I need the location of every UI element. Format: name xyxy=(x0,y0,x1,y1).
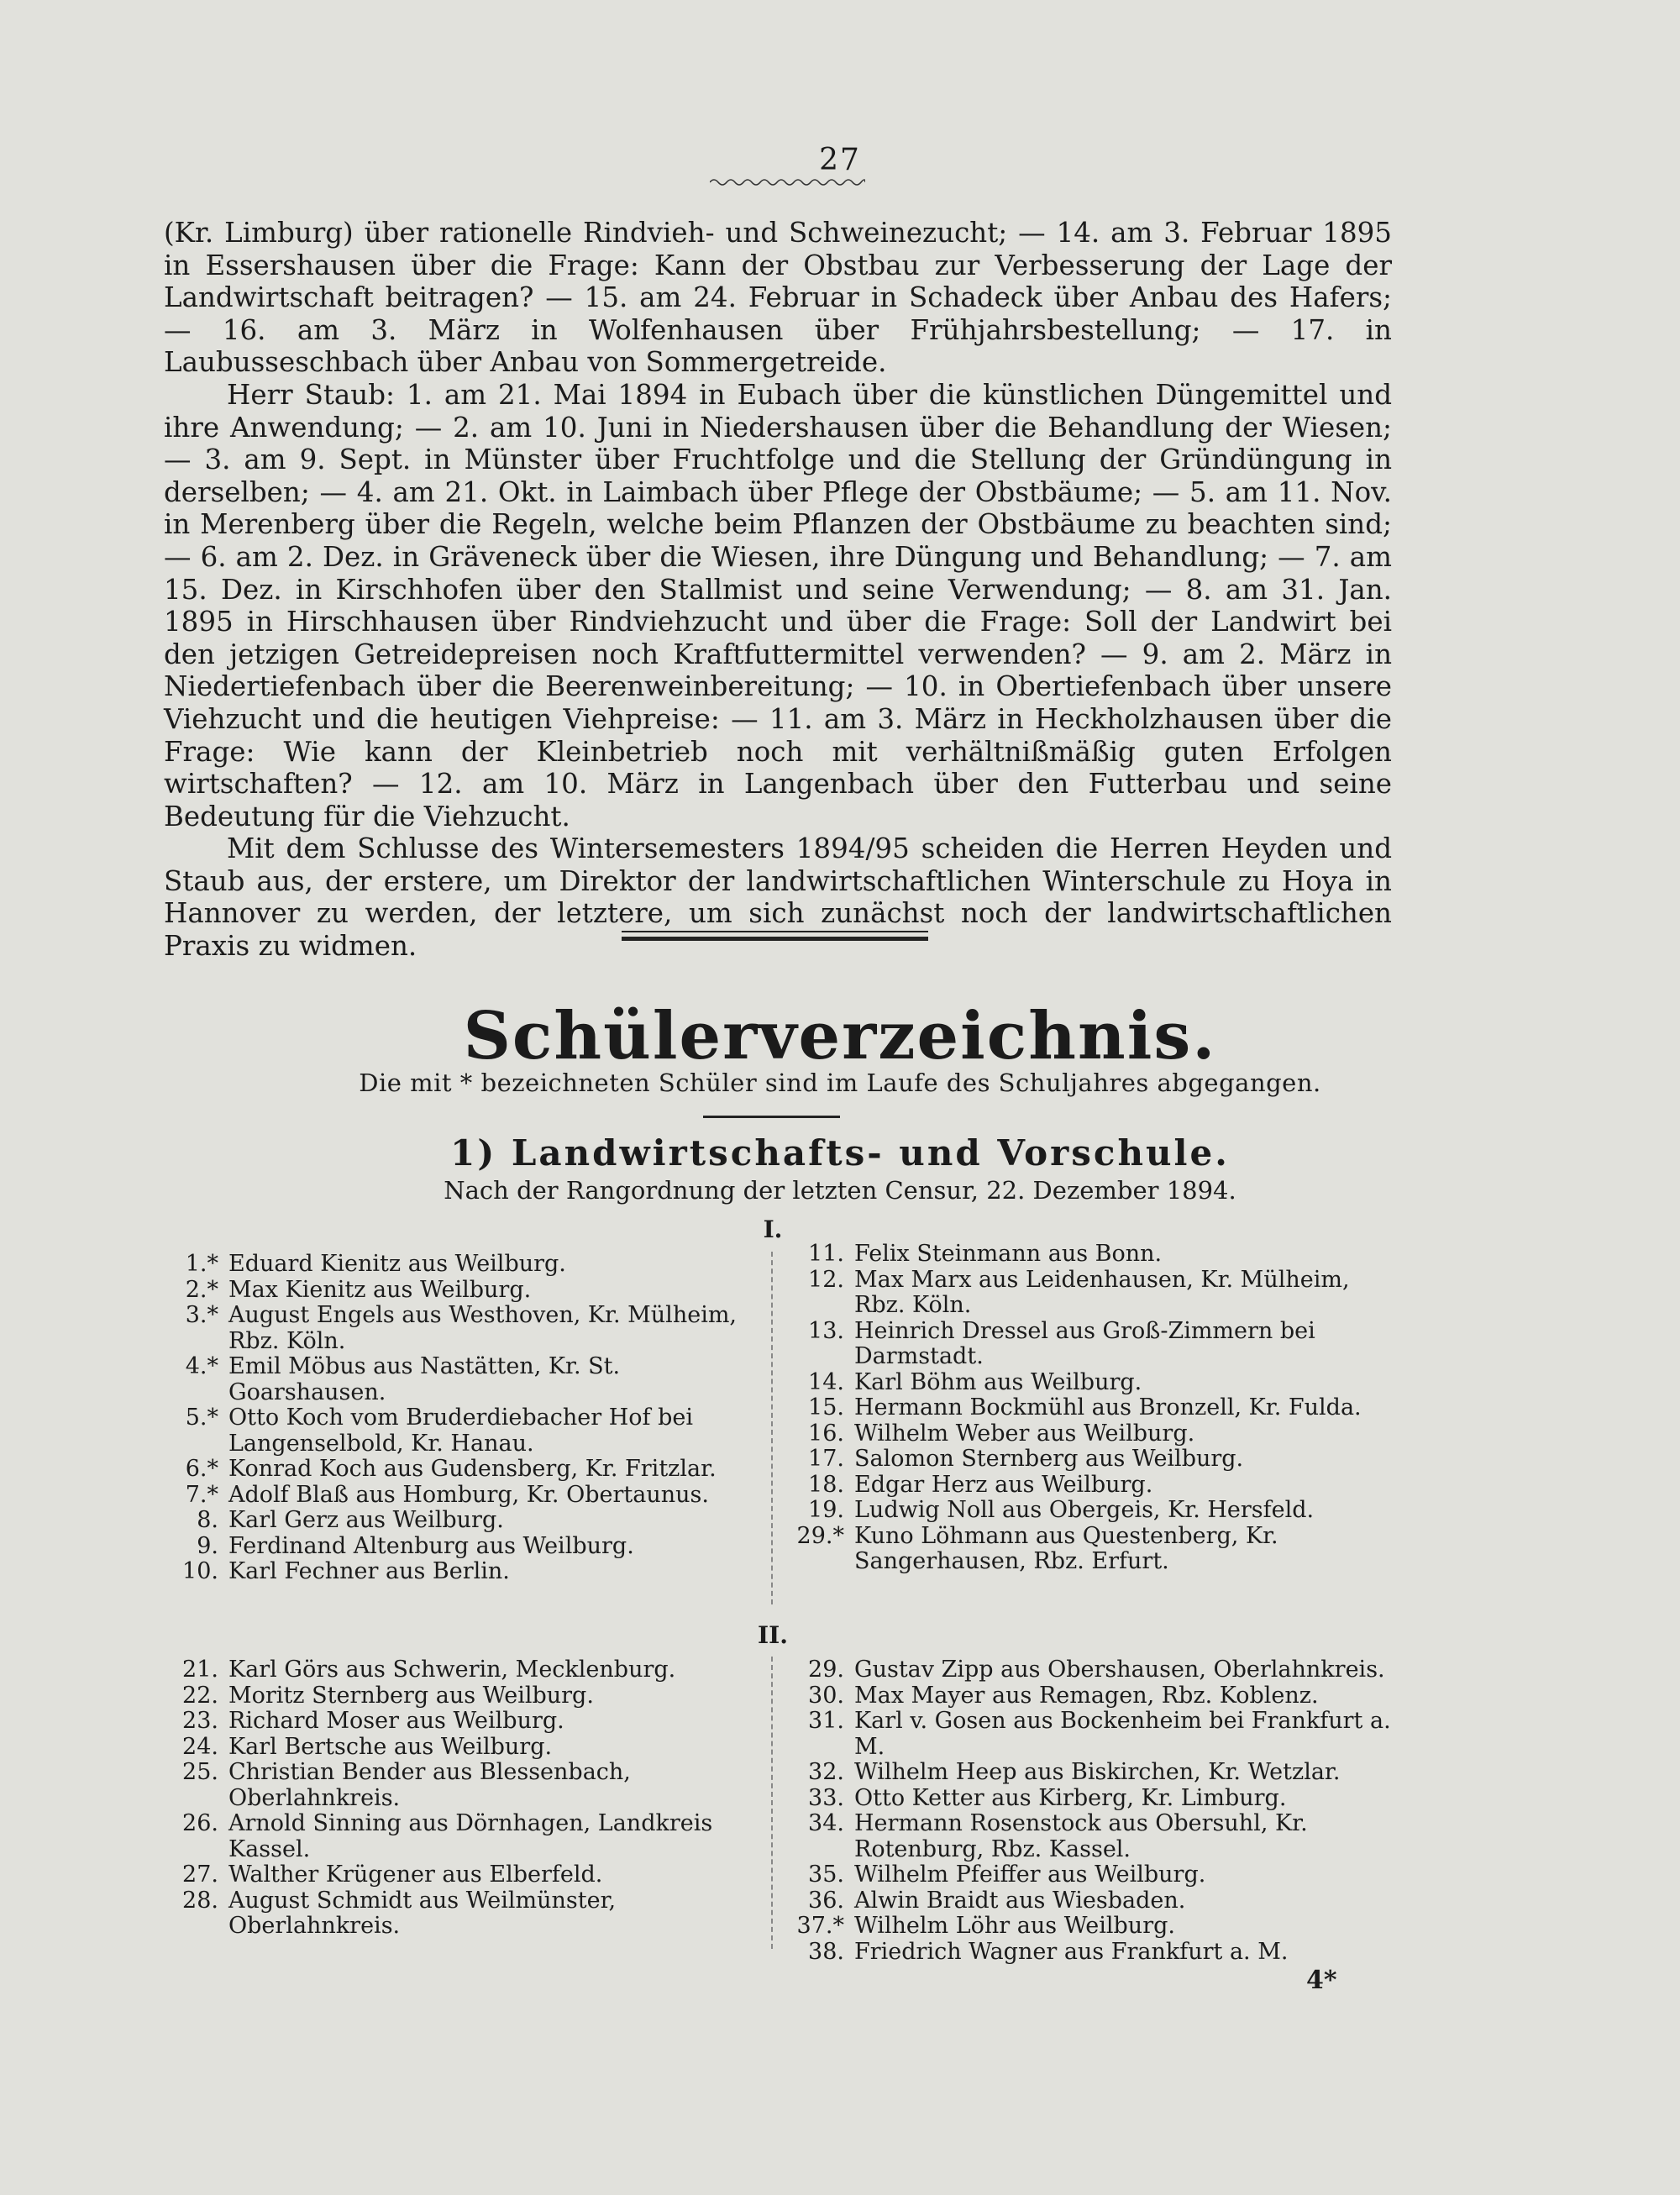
group-label-1: I. xyxy=(763,1216,783,1243)
short-divider xyxy=(703,1116,840,1118)
list-item: 24. Karl Bertsche aus Weilburg. xyxy=(182,1733,553,1760)
list-item: 36. Alwin Braidt aus Wiesbaden. xyxy=(808,1887,1186,1914)
list-item: 14. Karl Böhm aus Weilburg. xyxy=(808,1368,1142,1395)
list-item: 16. Wilhelm Weber aus Weilburg. xyxy=(808,1420,1195,1447)
register-subtitle: Die mit * bezeichneten Schüler sind im Laufe des Schuljahres abgegangen. xyxy=(359,1069,1321,1097)
list-item: 23. Richard Moser aus Weilburg. xyxy=(182,1708,564,1734)
section-divider xyxy=(622,931,928,941)
page-number: 27 xyxy=(819,143,861,177)
list-item: 11. Felix Steinmann aus Bonn. xyxy=(808,1241,1163,1267)
list-item: 29.* Kuno Löhmann aus Questenberg, Kr. Sangerhausen, Rbz. Erfurt. xyxy=(796,1522,1278,1574)
list-item: 1.* Eduard Kienitz aus Weilburg. xyxy=(185,1251,566,1277)
group2-right-column xyxy=(777,1657,1394,1965)
group1-left-column xyxy=(151,1252,756,1585)
list-item: 5.* Otto Koch vom Bruderdiebacher Hof bei Langenselbold, Kr. Hanau. xyxy=(185,1405,693,1457)
section-subtitle: Nach der Rangordnung der letzten Censur, 22. Dezember 1894. xyxy=(444,1176,1236,1205)
column-separator xyxy=(771,1657,773,1949)
list-item: 12. Max Marx aus Leidenhausen, Kr. Mülheim, Rbz. Köln. xyxy=(808,1266,1350,1318)
list-item: 32. Wilhelm Heep aus Biskirchen, Kr. Wetzlar. xyxy=(808,1759,1341,1785)
list-item: 33. Otto Ketter aus Kirberg, Kr. Limburg. xyxy=(808,1784,1287,1811)
list-item: 35. Wilhelm Pfeiffer aus Weilburg. xyxy=(808,1862,1206,1888)
list-item: 30. Max Mayer aus Remagen, Rbz. Koblenz. xyxy=(808,1682,1319,1709)
list-item: 17. Salomon Sternberg aus Weilburg. xyxy=(808,1446,1244,1472)
list-item: 28. August Schmidt aus Weilmünster, Oberlahnkreis. xyxy=(182,1887,617,1939)
body-text xyxy=(164,217,1392,963)
paragraph-1: (Kr. Limburg) über rationelle Rindvieh- und Schweinezucht; — 14. am 3. Februar 1895 in Essershausen über die Frage: Kann der Obstbau zur Verbesserung der Lage der Landwirtschaft beitragen? — 15. am 24. Februar in Schadeck über Anbau des Hafers; — 16. am 3. März in Wolfenhausen über Frühjahrsbestellung; — 17. in Laubusseschbach über Anbau von Sommergetreide. xyxy=(164,217,1392,379)
register-title: Schülerverzeichnis. xyxy=(463,998,1217,1074)
paragraph-3: Mit dem Schlusse des Wintersemesters 1894/95 scheiden die Herren Heyden und Staub aus, der erstere, um Direktor der landwirtschaftlichen Winterschule zu Hoya in Hannover zu werden, der letztere, um sich zunächst noch der landwirtschaftlichen Praxis zu widmen. xyxy=(164,832,1392,963)
list-item: 25. Christian Bender aus Blessenbach, Oberlahnkreis. xyxy=(182,1759,631,1811)
list-item: 18. Edgar Herz aus Weilburg. xyxy=(808,1471,1153,1498)
column-separator xyxy=(771,1252,773,1604)
group-label-2: II. xyxy=(758,1621,788,1649)
list-item: 29. Gustav Zipp aus Obershausen, Oberlahnkreis. xyxy=(808,1657,1385,1683)
printer-signature-mark: 4* xyxy=(1306,1966,1337,1995)
list-item: 15. Hermann Bockmühl aus Bronzell, Kr. Fulda. xyxy=(808,1394,1362,1420)
list-item: 26. Arnold Sinning aus Dörnhagen, Landkreis Kassel. xyxy=(182,1810,713,1862)
group2-left-column xyxy=(151,1657,756,1940)
list-item: 27. Walther Krügener aus Elberfeld. xyxy=(182,1862,603,1888)
list-item: 10. Karl Fechner aus Berlin. xyxy=(182,1558,510,1584)
list-item: 4.* Emil Möbus aus Nastätten, Kr. St. Goarshausen. xyxy=(185,1353,621,1405)
section-title: 1) Landwirtschafts- und Vorschule. xyxy=(450,1132,1230,1174)
list-item: 21. Karl Görs aus Schwerin, Mecklenburg. xyxy=(182,1657,676,1683)
list-item: 34. Hermann Rosenstock aus Obersuhl, Kr. Rotenburg, Rbz. Kassel. xyxy=(808,1810,1308,1862)
list-item: 7.* Adolf Blaß aus Homburg, Kr. Obertaunus. xyxy=(185,1481,709,1508)
paragraph-2: Herr Staub: 1. am 21. Mai 1894 in Eubach über die künstlichen Düngemittel und ihre Anwendung; — 2. am 10. Juni in Niedershausen über die Behandlung der Wiesen; — 3. am 9. Sept. in Münster über Fruchtfolge und die Stellung der Gründüngung in derselben; — 4. am 21. Okt. in Laimbach über Pflege der Obstbäume; — 5. am 11. Nov. in Merenberg über die Regeln, welche beim Pflanzen der Obstbäume zu beachten sind; — 6. am 2. Dez. in Gräveneck über die Wiesen, ihre Düngung und Behandlung; — 7. am 15. Dez. in Kirschhofen über den Stallmist und seine Verwendung; — 8. am 31. Jan. 1895 in Hirschhausen über Rindviehzucht und über die Frage: Soll der Landwirt bei den jetzigen Getreidepreisen noch Kraftfuttermittel verwenden? — 9. am 2. März in Niedertiefenbach über die Beerenweinbereitung; — 10. in Obertiefenbach über unsere Viehzucht und die heutigen Viehpreise: — 11. am 3. März in Heckholzhausen über die Frage: Wie kann der Kleinbetrieb noch mit verhältnißmäßig guten Erfolgen wirtschaften? — 12. am 10. März in Langenbach über den Futterbau und seine Bedeutung für die Viehzucht. xyxy=(164,378,1392,832)
list-item: 38. Friedrich Wagner aus Frankfurt a. M. xyxy=(808,1938,1289,1965)
list-item: 22. Moritz Sternberg aus Weilburg. xyxy=(182,1682,594,1709)
list-item: 9. Ferdinand Altenburg aus Weilburg. xyxy=(197,1532,634,1559)
list-item: 3.* August Engels aus Westhoven, Kr. Mülheim, Rbz. Köln. xyxy=(185,1302,738,1354)
list-item: 37.* Wilhelm Löhr aus Weilburg. xyxy=(796,1913,1175,1939)
list-item: 19. Ludwig Noll aus Obergeis, Kr. Hersfeld. xyxy=(808,1497,1315,1523)
list-item: 6.* Konrad Koch aus Gudensberg, Kr. Fritzlar. xyxy=(185,1456,717,1482)
list-item: 8. Karl Gerz aus Weilburg. xyxy=(197,1507,504,1533)
list-item: 2.* Max Kienitz aus Weilburg. xyxy=(185,1276,532,1303)
list-item: 13. Heinrich Dressel aus Groß-Zimmern bei Darmstadt. xyxy=(808,1317,1315,1369)
decorative-wave-rule xyxy=(710,176,865,188)
group1-right-column xyxy=(777,1242,1394,1575)
list-item: 31. Karl v. Gosen aus Bockenheim bei Frankfurt a. M. xyxy=(808,1708,1391,1760)
